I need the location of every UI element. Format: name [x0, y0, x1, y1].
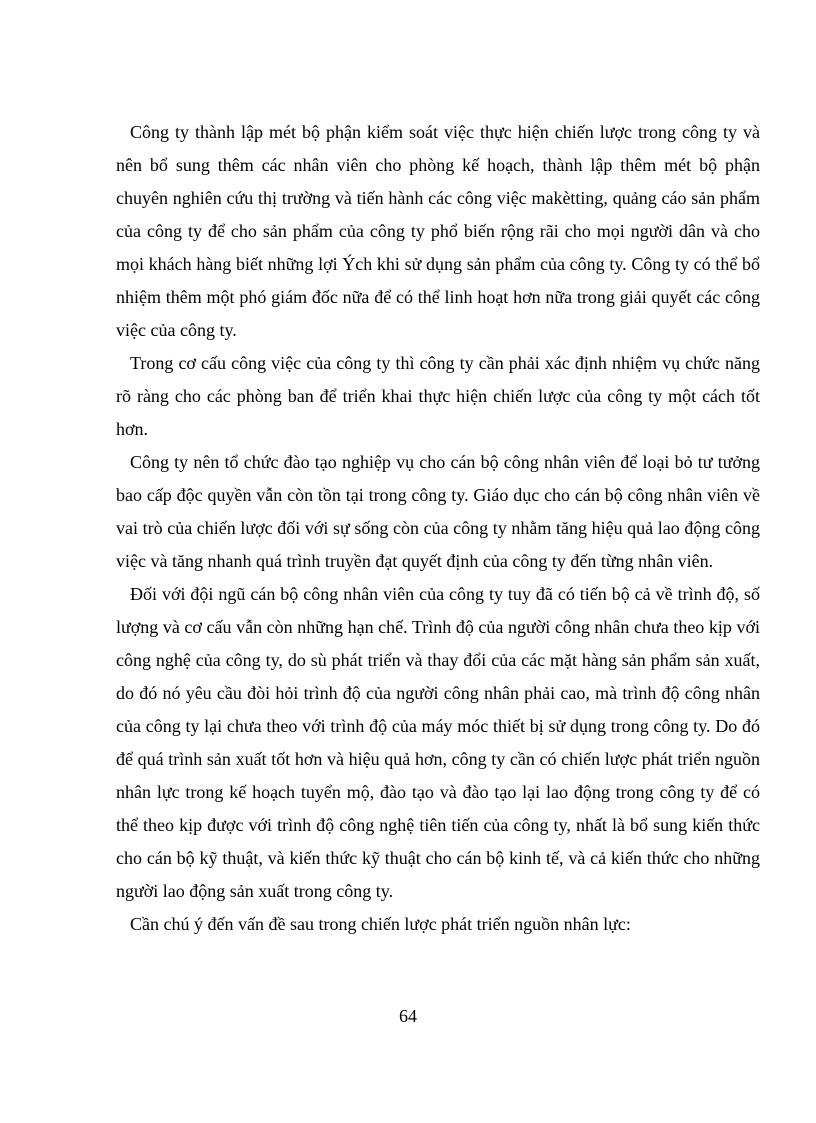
- paragraph-4: Đối với đội ngũ cán bộ công nhân viên của công ty tuy đã có tiến bộ cả về trình độ, số lượng và cơ cấu vẫn còn những hạn chế. Trình độ của người công nhân chưa theo kịp với công nghệ của công ty, do sù phát triển và thay đổi của các mặt hàng sản phẩm sản xuất, do đó nó yêu cầu đòi hỏi trình độ của người công nhân phải cao, mà trình độ công nhân của công ty lại chưa theo với trình độ của máy móc thiết bị sử dụng trong công ty. Do đó để quá trình sản xuất tốt hơn và hiệu quả hơn, công ty cần có chiến lược phát triển nguồn nhân lực trong kế hoạch tuyển mộ, đào tạo và đào tạo lại lao động trong công ty để có thể theo kịp được với trình độ công nghệ tiên tiến của công ty, nhất là bổ sung kiến thức cho cán bộ kỹ thuật, và kiến thức kỹ thuật cho cán bộ kinh tế, và cả kiến thức cho những người lao động sản xuất trong công ty.: [116, 584, 760, 901]
- paragraph-3: Công ty nên tổ chức đào tạo nghiệp vụ cho cán bộ công nhân viên để loại bỏ tư tưởng bao cấp độc quyền vẫn còn tồn tại trong công ty. Giáo dục cho cán bộ công nhân viên về vai trò của chiến lược đối với sự sống còn của công ty nhằm tăng hiệu quả lao động công việc và tăng nhanh quá trình truyền đạt quyết định của công ty đến từng nhân viên.: [116, 452, 760, 571]
- page-number: 64: [399, 1006, 417, 1026]
- paragraph-1: Công ty thành lập mét bộ phận kiểm soát việc thực hiện chiến lược trong công ty và nên bổ sung thêm các nhân viên cho phòng kế hoạch, thành lập thêm mét bộ phận chuyên nghiên cứu thị trường và tiến hành các công việc makètting, quảng cáo sản phẩm của công ty để cho sản phẩm của công ty phổ biến rộng rãi cho mọi người dân và cho mọi khách hàng biết những lợi Ých khi sử dụng sản phẩm của công ty. Công ty có thể bổ nhiệm thêm một phó giám đốc nữa để có thể linh hoạt hơn nữa trong giải quyết các công việc của công ty.: [116, 122, 760, 340]
- document-body: [116, 116, 760, 941]
- paragraph-2: Trong cơ cấu công việc của công ty thì công ty cần phải xác định nhiệm vụ chức năng rõ ràng cho các phòng ban để triển khai thực hiện chiến lược của công ty một cách tốt hơn.: [116, 353, 760, 439]
- paragraph-5: Cần chú ý đến vấn đề sau trong chiến lược phát triển nguồn nhân lực:: [130, 914, 631, 934]
